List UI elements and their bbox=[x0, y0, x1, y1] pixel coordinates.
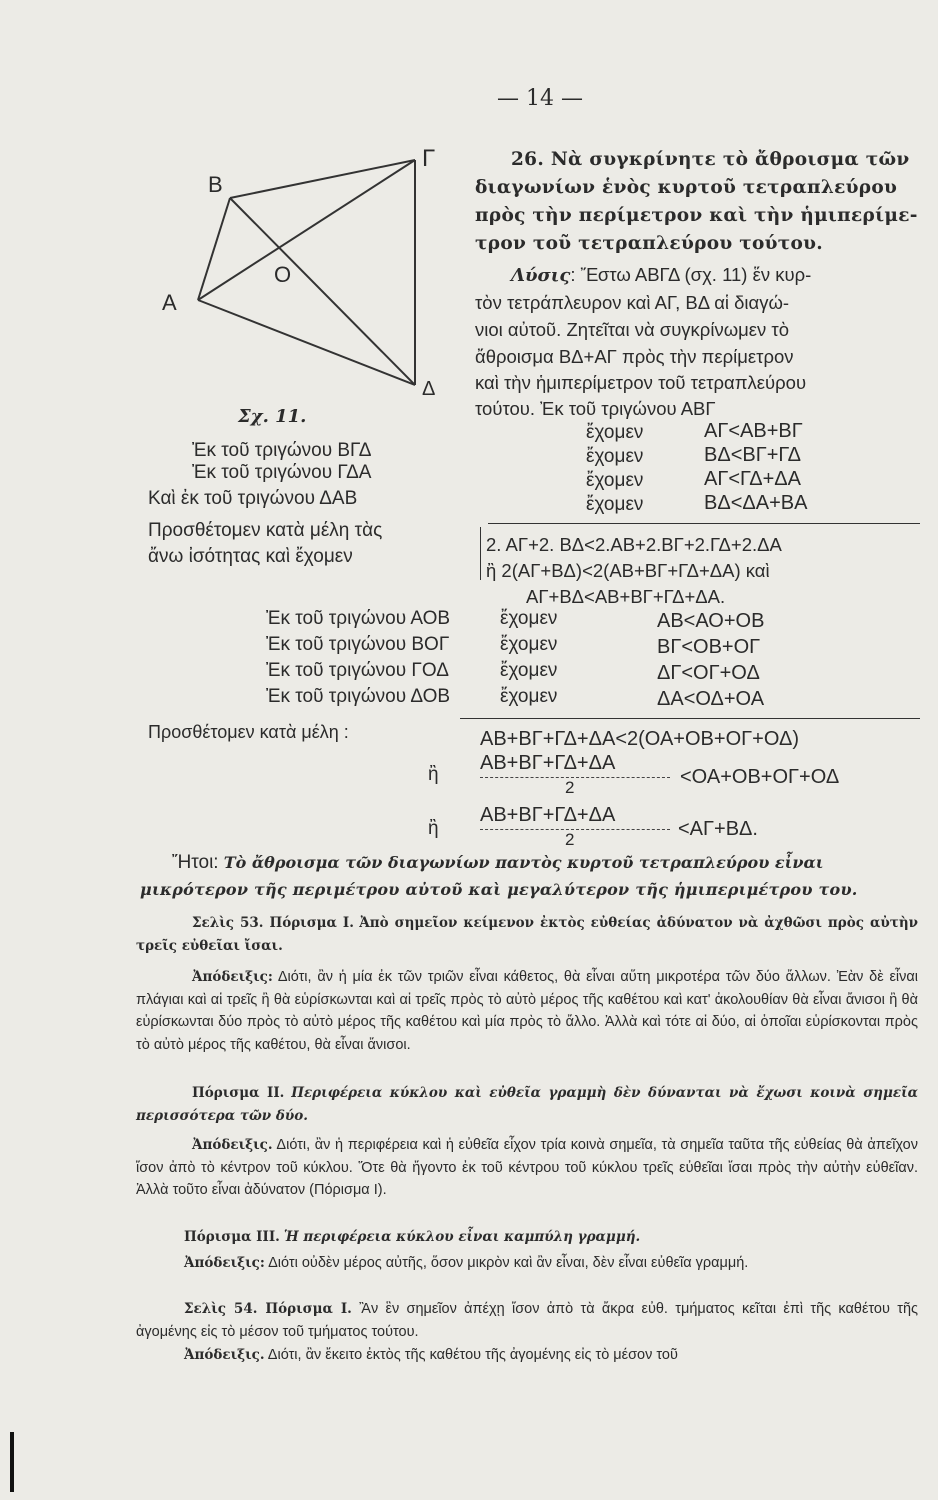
tri1-ineq-1: ΒΔ<ΒΓ+ΓΔ bbox=[704, 444, 801, 466]
note-proof-3 bbox=[136, 1252, 918, 1275]
solution-line-4: ἄθροισμα ΒΔ+ΑΓ πρὸς τὴν περίμετρον bbox=[475, 346, 794, 367]
note-text: Διότι, ἂν ἔκειτο ἐκτὸς τῆς καθέτου τῆς ἀγομένης εἰς τὸ μέσον τοῦ bbox=[267, 1347, 678, 1363]
rule-2 bbox=[460, 718, 920, 719]
note-proof-4 bbox=[136, 1344, 918, 1367]
sum1-right-3: ΑΓ+ΒΔ<ΑΒ+ΒΓ+ΓΔ+ΔΑ. bbox=[526, 586, 726, 607]
tri2-source-1: Ἐκ τοῦ τριγώνου ΒΟΓ bbox=[266, 634, 450, 655]
margin-mark bbox=[10, 1432, 14, 1492]
sum2-eq3-rhs: <ΑΓ+ΒΔ. bbox=[678, 818, 758, 840]
note-corollary-2 bbox=[136, 1082, 918, 1127]
sum2-frac2-num: ΑΒ+ΒΓ+ΓΔ+ΔΑ bbox=[480, 804, 616, 826]
note-corollary-4 bbox=[136, 1298, 918, 1343]
tri2-ineq-1: ΒΓ<ΟΒ+ΟΓ bbox=[657, 636, 761, 658]
problem-line-4: τρον τοῦ τετραπλεύρου τούτου. bbox=[475, 233, 824, 254]
note-label: Ἀπόδειξις. bbox=[192, 1137, 273, 1153]
note-text: Ἂν ἓν σημεῖον ἀπέχῃ ἴσον ἀπὸ τὰ ἄκρα εὐθ. τμήματος κεῖται ἐπὶ τῆς καθέτου τῆς ἀγομένης εἰς τὸ μέσον τοῦ τμήματος τούτου. bbox=[136, 1301, 918, 1340]
tri1-verb-0: ἔχομεν bbox=[586, 422, 644, 443]
solution-text-1: : Ἔστω ΑΒΓΔ (σχ. 11) ἕν κυρ- bbox=[570, 264, 812, 285]
note-label: Ἀπόδειξις: bbox=[184, 1255, 265, 1271]
sum2-frac1-num: ΑΒ+ΒΓ+ΓΔ+ΔΑ bbox=[480, 752, 616, 774]
sum2-frac1-den: 2 bbox=[565, 778, 575, 797]
page-number: — 14 — bbox=[497, 86, 583, 111]
note-label: Σελὶς 53. Πόρισμα Ι. bbox=[192, 915, 354, 931]
sum2-eq2-rhs: <ΟΑ+ΟΒ+ΟΓ+ΟΔ bbox=[680, 766, 840, 788]
figure-label-B: B bbox=[208, 172, 223, 197]
tri2-verb-3: ἔχομεν bbox=[500, 686, 558, 707]
tri2-ineq-2: ΔΓ<ΟΓ+ΟΔ bbox=[657, 662, 760, 684]
sum2-or-2: ἢ bbox=[428, 818, 439, 839]
solution-label: Λύσις bbox=[511, 265, 571, 286]
sum2-frac2-line bbox=[480, 829, 670, 830]
tri1-verb-2: ἔχομεν bbox=[586, 470, 644, 491]
figure-label-G: Γ bbox=[422, 145, 436, 172]
sum2-frac2-den: 2 bbox=[565, 830, 575, 849]
note-label: Πόρισμα ΙΙΙ. bbox=[184, 1229, 280, 1245]
note-label: Σελὶς 54. Πόρισμα Ι. bbox=[184, 1301, 352, 1317]
solution-line-5: καὶ τὴν ἡμιπερίμετρον τοῦ τετραπλεύρου bbox=[475, 372, 807, 393]
tri2-verb-1: ἔχομεν bbox=[500, 634, 558, 655]
problem-line-3: πρὸς τὴν περίμετρον καὶ τὴν ἡμιπερίμε- bbox=[475, 205, 918, 226]
tri1-ineq-2: ΑΓ<ΓΔ+ΔΑ bbox=[704, 468, 801, 490]
note-corollary-1 bbox=[136, 912, 918, 957]
figure-label-A: A bbox=[162, 290, 177, 315]
tri2-ineq-0: ΑΒ<ΑΟ+ΟΒ bbox=[657, 610, 765, 632]
tri1-ineq-0: ΑΓ<ΑΒ+ΒΓ bbox=[704, 420, 803, 442]
conclusion-text-2: μικρότερον τῆς περιμέτρου αὐτοῦ καὶ μεγαλύτερον τῆς ἡμιπεριμέτρου του. bbox=[140, 880, 858, 899]
conclusion-line-1 bbox=[172, 852, 824, 874]
rule-1 bbox=[488, 523, 920, 524]
note-text: Διότι, ἂν ἡ μία ἐκ τῶν τριῶν εἶναι κάθετος, θὰ εἶναι αὕτη μικροτέρα τῶν δύο ἄλλων. Ἐὰν δὲ εἶναι πλάγιαι καὶ αἱ τρεῖς ἢ θὰ εὑρίσκωνται καὶ αἱ τρεῖς πρὸς τὸ αὐτὸ μέρος τῆς καθέτου καὶ κατ' ἀκολουθίαν θὰ εἶναι ἄνισοι ἢ θὰ εὑρίσκωνται δύο πρὸς τὸ αὐτὸ μέρος τῆς καθέτου καὶ μία πρὸς τὸ ἄλλο. Ἀλλὰ καὶ τότε αἱ δύο, αἱ ὁποῖαι εὑρίσκονται πρὸς τὸ αὐτὸ μέρος τῆς καθέτου, θὰ εἶναι ἄνισοι. bbox=[136, 969, 919, 1053]
tri2-source-2: Ἐκ τοῦ τριγώνου ΓΟΔ bbox=[266, 660, 449, 681]
tri2-source-0: Ἐκ τοῦ τριγώνου ΑΟΒ bbox=[266, 608, 451, 629]
note-label: Ἀπόδειξις: bbox=[192, 969, 273, 985]
tri2-verb-0: ἔχομεν bbox=[500, 608, 558, 629]
rule-vertical bbox=[480, 527, 481, 580]
tri2-verb-2: ἔχομεν bbox=[500, 660, 558, 681]
figure-label-D: Δ bbox=[422, 378, 436, 400]
tri2-ineq-3: ΔΑ<ΟΔ+ΟΑ bbox=[657, 688, 765, 710]
conclusion-text-1: Τὸ ἄθροισμα τῶν διαγωνίων παντὸς κυρτοῦ τετραπλεύρου εἶναι bbox=[223, 853, 824, 872]
conclusion-lead: Ἤτοι: bbox=[172, 852, 219, 873]
note-proof-1 bbox=[136, 966, 918, 1056]
tri1-verb-3: ἔχομεν bbox=[586, 494, 644, 515]
sum1-right-1: 2. ΑΓ+2. ΒΔ<2.ΑΒ+2.ΒΓ+2.ΓΔ+2.ΔΑ bbox=[486, 534, 782, 555]
tri1-source-2: Ἐκ τοῦ τριγώνου ΓΔΑ bbox=[192, 462, 372, 483]
tri1-ineq-3: ΒΔ<ΔΑ+ΒΑ bbox=[704, 492, 808, 514]
sum1-left-2: ἄνω ἰσότητας καὶ ἔχομεν bbox=[148, 546, 353, 567]
tri1-verb-1: ἔχομεν bbox=[586, 446, 644, 467]
diagonal-AG bbox=[198, 160, 415, 300]
solution-line-3: νιοι αὐτοῦ. Ζητεῖται νὰ συγκρίνωμεν τὸ bbox=[475, 319, 790, 340]
problem-line-1: 26. Νὰ συγκρίνητε τὸ ἄθροισμα τῶν bbox=[511, 149, 910, 170]
side-DA bbox=[198, 300, 415, 385]
note-text: Διότι, ἂν ἡ περιφέρεια καὶ ἡ εὐθεῖα εἶχον τρία κοινὰ σημεῖα, τὰ σημεῖα ταῦτα τῆς εὐθείας θὰ ἀπεῖχον ἴσον ἀπὸ τὸ κέντρον τοῦ κύκλου. Ὅτε θὰ ἤγοντο ἐκ τοῦ κέντρου τοῦ κύκλου τρεῖς εὐθεῖαι ἴσαι πρὸς τὴν αὐτὴν εὐθεῖαν. Ἀλλὰ τοῦτο εἶναι ἀδύνατον (Πόρισμα Ι). bbox=[136, 1137, 918, 1198]
note-corollary-3 bbox=[136, 1226, 918, 1249]
note-label: Πόρισμα ΙΙ. bbox=[192, 1085, 285, 1101]
note-text: Ἀπὸ σημεῖον κείμενον ἐκτὸς εὐθείας ἀδύνατον νὰ ἀχθῶσι πρὸς αὐτὴν τρεῖς εὐθεῖαι ἴσαι. bbox=[136, 915, 919, 954]
problem-line-2: διαγωνίων ἑνὸς κυρτοῦ τετραπλεύρου bbox=[475, 177, 898, 198]
diagonal-BD bbox=[230, 198, 415, 385]
note-text: Ἡ περιφέρεια κύκλου εἶναι καμπύλη γραμμή. bbox=[283, 1229, 641, 1245]
tri2-source-3: Ἐκ τοῦ τριγώνου ΔΟΒ bbox=[266, 686, 451, 707]
tri1-source-1: Ἐκ τοῦ τριγώνου ΒΓΔ bbox=[192, 440, 372, 461]
note-text: Περιφέρεια κύκλου καὶ εὐθεῖα γραμμὴ δὲν δύνανται νὰ ἔχωσι κοινὰ σημεῖα περισσότερα τῶν δύο. bbox=[136, 1085, 918, 1124]
sum2-eq1: ΑΒ+ΒΓ+ΓΔ+ΔΑ<2(ΟΑ+ΟΒ+ΟΓ+ΟΔ) bbox=[480, 728, 799, 750]
side-AB bbox=[198, 198, 230, 300]
solution-line-2: τὸν τετράπλευρον καὶ ΑΓ, ΒΔ αἱ διαγώ- bbox=[475, 292, 790, 313]
sum2-frac1-line bbox=[480, 777, 670, 778]
figure-label-O: O bbox=[274, 262, 292, 287]
solution-line-1 bbox=[511, 262, 811, 288]
sum1-left-1: Προσθέτομεν κατὰ μέλη τὰς bbox=[148, 520, 383, 541]
note-label: Ἀπόδειξις. bbox=[184, 1347, 265, 1363]
note-proof-2 bbox=[136, 1134, 918, 1202]
note-text: Διότι οὐδὲν μέρος αὐτῆς, ὅσον μικρὸν καὶ ἂν εἶναι, δὲν εἶναι εὐθεῖα γραμμή. bbox=[268, 1255, 749, 1271]
sum1-right-2: ἢ 2(ΑΓ+ΒΔ)<2(ΑΒ+ΒΓ+ΓΔ+ΔΑ) καὶ bbox=[486, 560, 770, 581]
tri1-source-3: Καὶ ἐκ τοῦ τριγώνου ΔΑΒ bbox=[148, 488, 358, 509]
sum2-left: Προσθέτομεν κατὰ μέλη : bbox=[148, 722, 349, 742]
figure-quadrilateral bbox=[140, 130, 460, 420]
solution-line-6: τούτου. Ἐκ τοῦ τριγώνου ΑΒΓ bbox=[475, 398, 716, 419]
figure-caption: Σχ. 11. bbox=[238, 406, 307, 427]
sum2-or-1: ἢ bbox=[428, 764, 439, 785]
